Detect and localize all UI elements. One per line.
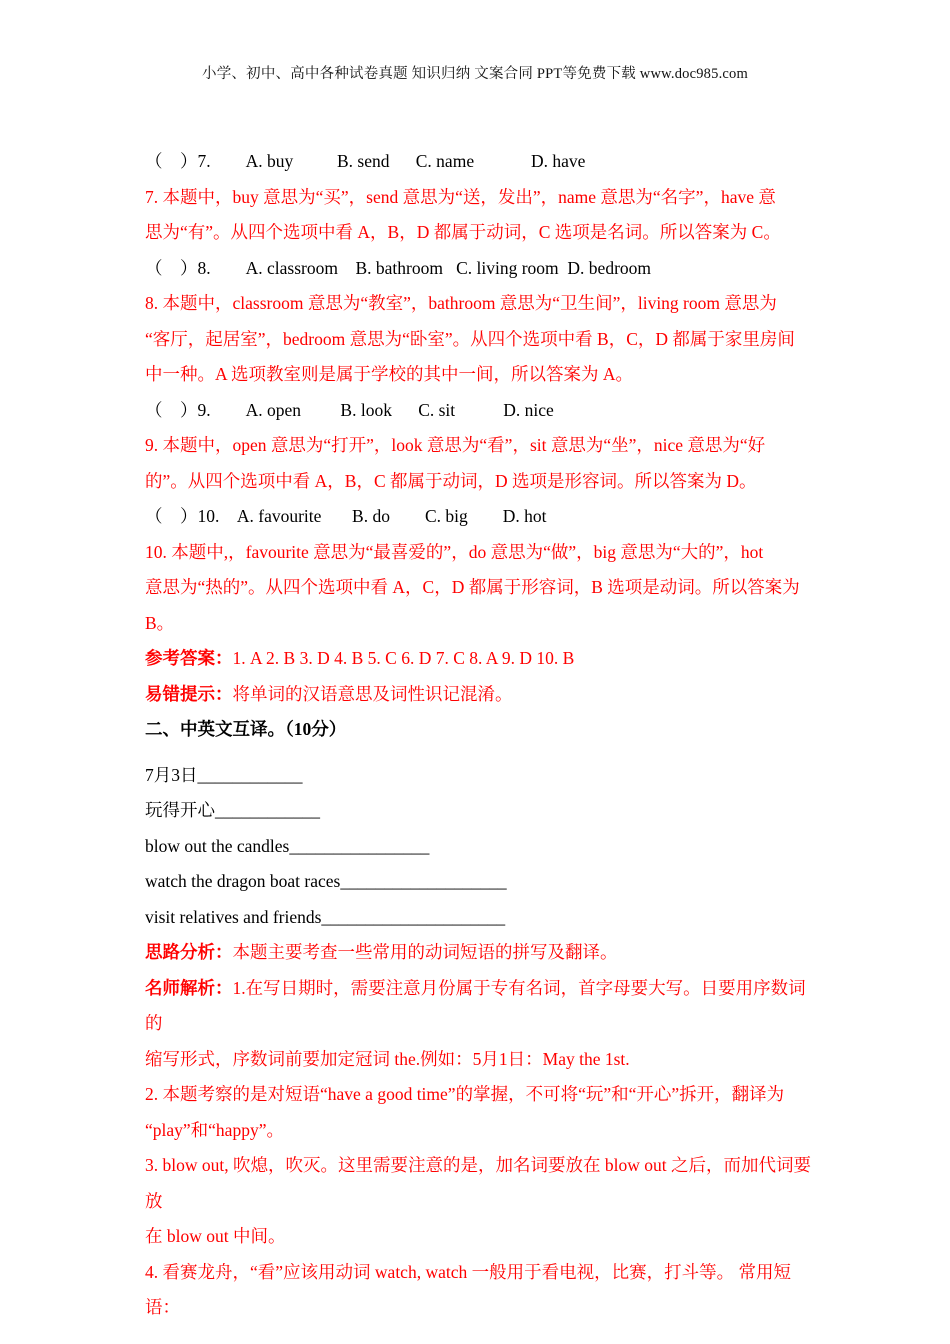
text-segment: 易错提示： xyxy=(145,683,233,704)
teacher-analysis-line-3 xyxy=(145,1077,823,1113)
document-body xyxy=(145,144,823,1326)
explanation-7-line-2 xyxy=(145,215,823,251)
text-segment: 参考答案： xyxy=(145,648,233,668)
explanation-9-line-1 xyxy=(145,428,823,464)
site-header xyxy=(0,62,950,83)
text-segment: 3. blow out, 吹熄，吹灭。这里需要注意的是，加名词要放在 blow out 之后，而加代词要放 xyxy=(145,1155,811,1211)
text-segment: 4. 看赛龙舟，“看”应该用动词 watch, watch 一般用于看电视，比赛，打斗等。 常用短语： xyxy=(145,1261,791,1317)
section-2-heading xyxy=(145,712,823,748)
text-segment: “play”和“happy”。 xyxy=(145,1119,284,1140)
text-segment: 缩写形式，序数词前要加定冠词 the.例如：5月1日：May the 1st. xyxy=(145,1048,630,1069)
explanation-7-line-1 xyxy=(145,180,823,216)
explanation-10-line-2 xyxy=(145,570,823,606)
text-segment: 8. 本题中，classroom 意思为“教室”，bathroom 意思为“卫生间”，living room 意思为 xyxy=(145,293,777,313)
translation-item-4 xyxy=(145,864,823,900)
teacher-analysis-line-2 xyxy=(145,1042,823,1078)
explanation-8-line-3 xyxy=(145,357,823,393)
teacher-analysis-line-4 xyxy=(145,1113,823,1149)
text-segment: 7月3日____________ xyxy=(145,764,303,785)
teacher-analysis-line-6 xyxy=(145,1219,823,1255)
teacher-analysis-line-7 xyxy=(145,1255,823,1326)
text-segment: 本题主要考查一些常用的动词短语的拼写及翻译。 xyxy=(232,942,618,962)
text-segment: 1. A 2. B 3. D 4. B 5. C 6. D 7. C 8. A 9. D 10. B xyxy=(232,648,575,668)
text-segment: 思为“有”。从四个选项中看 A，B，D 都属于动词，C 选项是名词。所以答案为 C。 xyxy=(145,222,781,242)
reference-answers xyxy=(145,641,823,677)
text-segment: （ ）10. A. favourite B. do C. big D. hot xyxy=(145,506,547,526)
explanation-10-line-3 xyxy=(145,606,823,642)
translation-item-5 xyxy=(145,900,823,936)
explanation-10-line-1 xyxy=(145,535,823,571)
text-segment: （ ）8. A. classroom B. bathroom C. living room D. bedroom xyxy=(145,257,652,278)
text-segment: 玩得开心____________ xyxy=(145,800,320,820)
text-segment: （ ）9. A. open B. look C. sit D. nice xyxy=(145,399,554,420)
text-segment: “客厅，起居室”，bedroom 意思为“卧室”。从四个选项中看 B，C，D 都属于家里房间 xyxy=(145,328,795,349)
question-10-options xyxy=(145,499,823,535)
text-segment: 名师解析： xyxy=(145,977,233,998)
header-text: 小学、初中、高中各种试卷真题 知识归纳 文案合同 PPT等免费下载 www.doc985.com xyxy=(202,66,748,82)
text-segment: watch the dragon boat races___________________ xyxy=(145,871,507,891)
text-segment: 10. 本题中,，favourite 意思为“最喜爱的”，do 意思为“做”，big 意思为“大的”，hot xyxy=(145,541,764,562)
text-segment: 7. 本题中，buy 意思为“买”，send 意思为“送，发出”，name 意思为“名字”，have 意 xyxy=(145,186,776,207)
text-segment: 意思为“热的”。从四个选项中看 A，C，D 都属于形容词，B 选项是动词。所以答案为 xyxy=(145,577,800,597)
question-7-options xyxy=(145,144,823,180)
error-tip xyxy=(145,677,823,713)
translation-item-1 xyxy=(145,758,823,794)
explanation-8-line-1 xyxy=(145,286,823,322)
text-segment: 将单词的汉语意思及词性识记混淆。 xyxy=(232,683,513,704)
translation-item-2 xyxy=(145,793,823,829)
text-segment: 2. 本题考察的是对短语“have a good time”的掌握，不可将“玩”和“开心”拆开，翻译为 xyxy=(145,1084,785,1104)
text-segment: blow out the candles________________ xyxy=(145,835,430,856)
text-segment: 的”。从四个选项中看 A，B，C 都属于动词，D 选项是形容词。所以答案为 D。 xyxy=(145,470,757,491)
question-9-options xyxy=(145,393,823,429)
text-segment: 二、中英文互译。（10分） xyxy=(145,719,347,739)
teacher-analysis-line-1 xyxy=(145,971,823,1042)
text-segment: 中一种。A 选项教室则是属于学校的其中一间，所以答案为 A。 xyxy=(145,364,634,384)
text-segment: 在 blow out 中间。 xyxy=(145,1226,286,1246)
analysis-intro xyxy=(145,935,823,971)
translation-item-3 xyxy=(145,829,823,865)
text-segment: 思路分析： xyxy=(145,942,233,962)
explanation-8-line-2 xyxy=(145,322,823,358)
question-8-options xyxy=(145,251,823,287)
text-segment: 1.在写日期时，需要注意月份属于专有名词，首字母要大写。日要用序数词的 xyxy=(145,977,806,1033)
text-segment: （ ）7. A. buy B. send C. name D. have xyxy=(145,151,586,171)
text-segment: 9. 本题中，open 意思为“打开”，look 意思为“看”，sit 意思为“坐”，nice 意思为“好 xyxy=(145,435,766,455)
teacher-analysis-line-5 xyxy=(145,1148,823,1219)
text-segment: B。 xyxy=(145,612,175,633)
text-segment: visit relatives and friends_____________________ xyxy=(145,906,506,927)
explanation-9-line-2 xyxy=(145,464,823,500)
